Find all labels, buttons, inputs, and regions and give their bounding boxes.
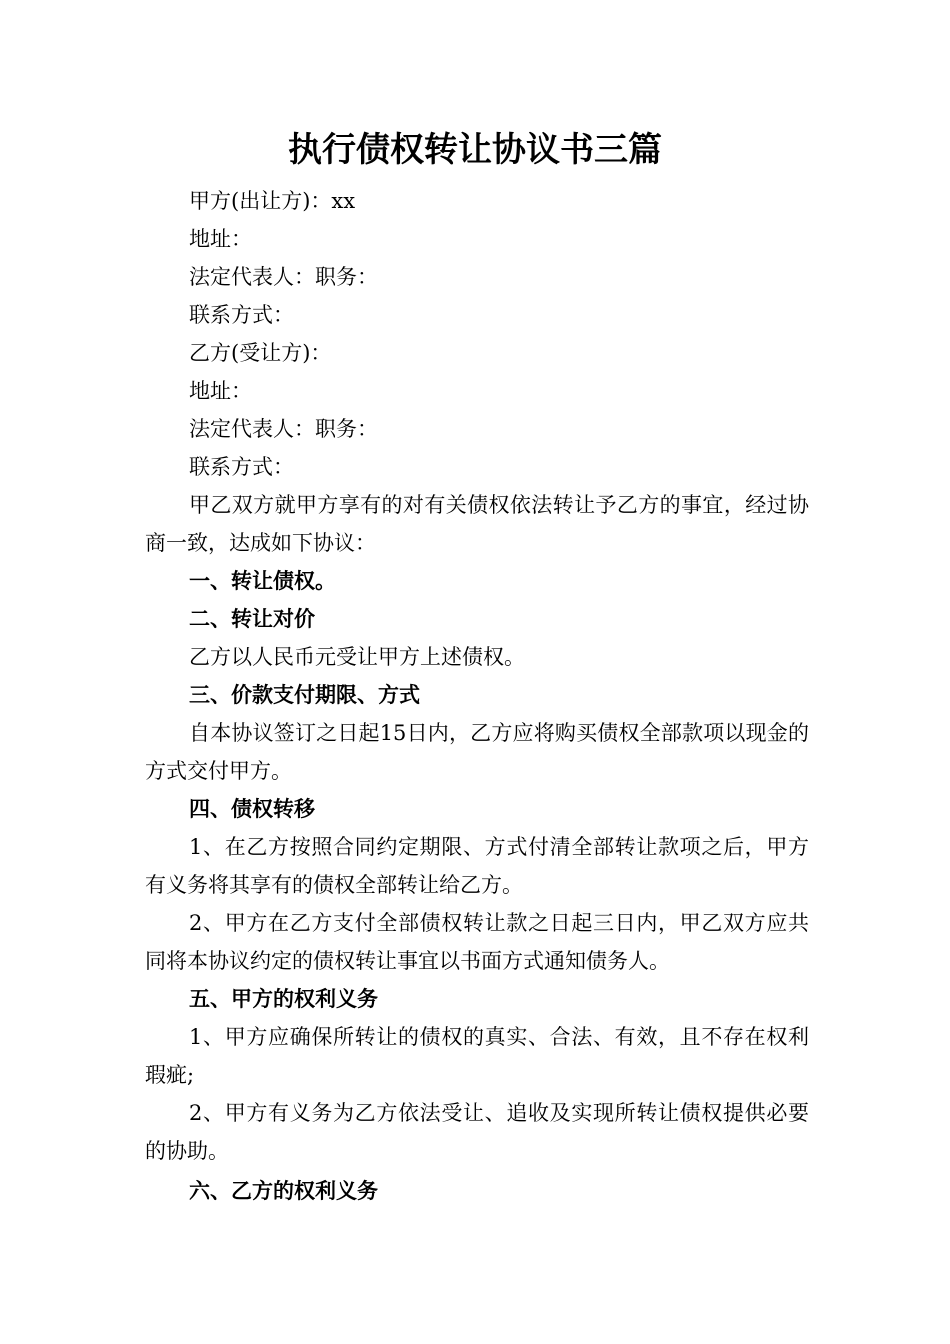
party-a-contact: 联系方式： [189,303,294,327]
party-b-address: 地址： [189,379,252,403]
document-title: 执行债权转让协议书三篇 [288,130,662,170]
section-6-heading: 六、乙方的权利义务 [189,1179,378,1203]
party-a-address: 地址： [189,227,252,251]
section-2-text: 乙方以人民币元受让甲方上述债权。 [189,645,525,669]
party-b-representative: 法定代表人：职务： [189,417,378,441]
party-b-label: 乙方(受让方)： [189,341,332,365]
intro-paragraph: 甲乙双方就甲方享有的对有关债权依法转让予乙方的事宜，经过协商一致，达成如下协议： [145,493,809,555]
section-5-item-1: 1、甲方应确保所转让的债权的真实、合法、有效，且不存在权利瑕疵; [145,1025,809,1087]
section-5-heading: 五、甲方的权利义务 [189,987,378,1011]
section-4-item-1: 1、在乙方按照合同约定期限、方式付清全部转让款项之后，甲方有义务将其享有的债权全部转让给乙方。 [145,835,809,897]
party-b-contact: 联系方式： [189,455,294,479]
section-3-heading: 三、价款支付期限、方式 [189,683,420,707]
section-3-text: 自本协议签订之日起15日内，乙方应将购买债权全部款项以现金的方式交付甲方。 [145,721,809,783]
section-5-item-2: 2、甲方有义务为乙方依法受让、追收及实现所转让债权提供必要的协助。 [145,1101,809,1163]
section-4-heading: 四、债权转移 [189,797,315,821]
document-body [145,182,809,1210]
section-4-item-2: 2、甲方在乙方支付全部债权转让款之日起三日内，甲乙双方应共同将本协议约定的债权转让事宜以书面方式通知债务人。 [145,911,809,973]
section-2-heading: 二、转让对价 [189,607,315,631]
party-a-label: 甲方(出让方)：xx [189,189,356,213]
section-1-heading: 一、转让债权。 [189,569,336,593]
party-a-representative: 法定代表人：职务： [189,265,378,289]
